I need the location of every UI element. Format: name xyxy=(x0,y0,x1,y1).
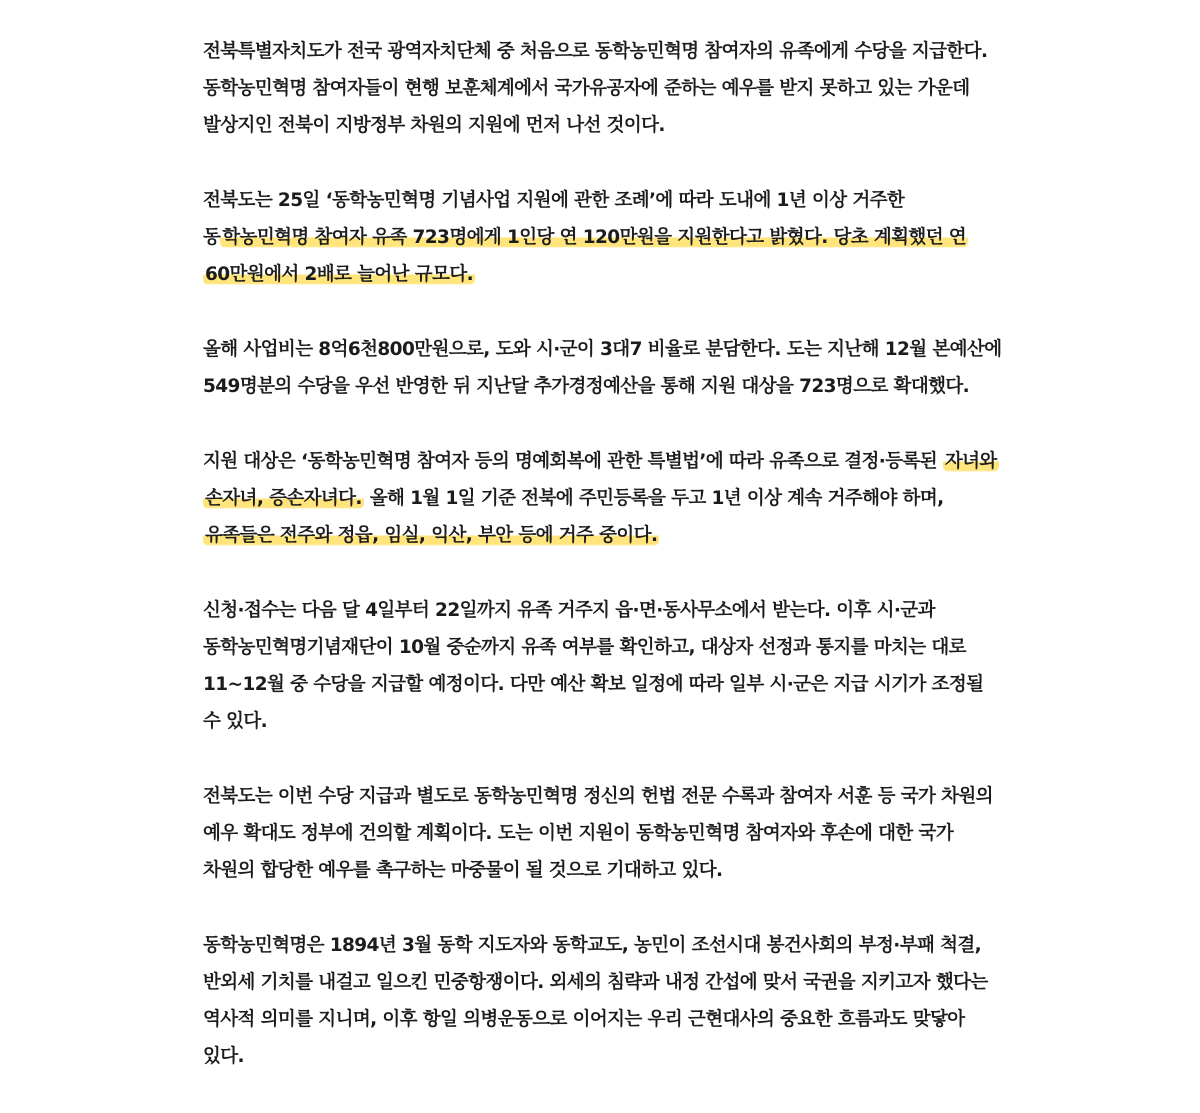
article-paragraph-2 xyxy=(203,182,1003,293)
paragraph-text: 동학농민혁명은 1894년 3월 동학 지도자와 동학교도, 농민이 조선시대 봉건사회의 부정·부패 척결, 반외세 기치를 내걸고 일으킨 민중항쟁이다. 외세의 침략과 내정 간섭에 맞서 국권을 지키고자 했다는 역사적 의미를 지니며, 이후 항일 의병운동으로 이어지는 우리 근현대사의 중요한 흐름과도 맞닿아 있다. xyxy=(203,935,988,1067)
article-paragraph-7 xyxy=(203,927,1003,1075)
article-paragraph-4 xyxy=(203,443,1003,554)
paragraph-text: 전북도는 25일 ‘동학농민혁명 기념사업 지원에 관한 조례’에 따라 도내에 1년 이상 거주한 동 xyxy=(203,190,905,248)
article-body xyxy=(203,33,1003,1113)
highlighted-text: 학농민혁명 참여자 유족 723명에게 1인당 연 120만원을 지원한다고 밝혔다. 당초 계획했던 연 60만원에서 2배로 늘어난 규모다. xyxy=(205,227,967,285)
highlighted-text: 자녀와 손자녀, 증손자녀다. xyxy=(205,451,997,509)
article-paragraph-3 xyxy=(203,331,1003,405)
paragraph-text: 전북도는 이번 수당 지급과 별도로 동학농민혁명 정신의 헌법 전문 수록과 참여자 서훈 등 국가 차원의 예우 확대도 정부에 건의할 계획이다. 도는 이번 지원이 동학농민혁명 참여자와 후손에 대한 국가 차원의 합당한 예우를 촉구하는 마중물이 될 것으로 기대하고 있다. xyxy=(203,786,993,881)
article-paragraph-6 xyxy=(203,778,1003,889)
paragraph-text: 신청·접수는 다음 달 4일부터 22일까지 유족 거주지 읍·면·동사무소에서 받는다. 이후 시·군과 동학농민혁명기념재단이 10월 중순까지 유족 여부를 확인하고, 대상자 선정과 통지를 마치는 대로 11~12월 중 수당을 지급할 예정이다. 다만 예산 확보 일정에 따라 일부 시·군은 지급 시기가 조정될 수 있다. xyxy=(203,600,984,732)
paragraph-text: 전북특별자치도가 전국 광역자치단체 중 처음으로 동학농민혁명 참여자의 유족에게 수당을 지급한다. 동학농민혁명 참여자들이 현행 보훈체계에서 국가유공자에 준하는 예우를 받지 못하고 있는 가운데 발상지인 전북이 지방정부 차원의 지원에 먼저 나선 것이다. xyxy=(203,41,988,136)
paragraph-text: 지원 대상은 ‘동학농민혁명 참여자 등의 명예회복에 관한 특별법’에 따라 유족으로 결정·등록된 xyxy=(203,451,943,472)
article-paragraph-1 xyxy=(203,33,1003,144)
highlighted-text: 유족들은 전주와 정읍, 임실, 익산, 부안 등에 거주 중이다. xyxy=(205,525,658,546)
paragraph-text: 올해 1월 1일 기준 전북에 주민등록을 두고 1년 이상 계속 거주해야 하며, xyxy=(363,488,944,509)
article-paragraph-5 xyxy=(203,592,1003,740)
paragraph-text: 올해 사업비는 8억6천800만원으로, 도와 시·군이 3대7 비율로 분담한다. 도는 지난해 12월 본예산에 549명분의 수당을 우선 반영한 뒤 지난달 추가경정예산을 통해 지원 대상을 723명으로 확대했다. xyxy=(203,339,1002,397)
